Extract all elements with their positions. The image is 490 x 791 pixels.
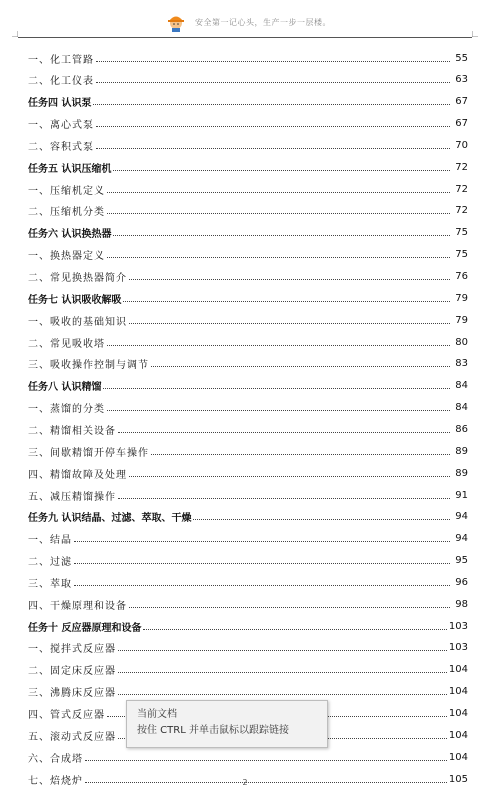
toc-page-number: 103 <box>448 642 468 654</box>
toc-dot-leader <box>74 585 450 586</box>
toc-page-number: 86 <box>455 423 468 435</box>
toc-entry-title: 任务十 反应器原理和设备 <box>28 622 142 634</box>
toc-subsection-entry[interactable] <box>28 749 468 765</box>
toc-entry-title: 五、滚动式反应器 <box>28 731 116 743</box>
toc-page-number: 84 <box>455 402 468 414</box>
toc-dot-leader <box>143 629 446 630</box>
page-number: 2 <box>242 778 248 787</box>
toc-dot-leader <box>85 760 447 761</box>
header-rule <box>18 37 472 38</box>
worker-logo-icon <box>165 11 187 33</box>
toc-subsection-entry[interactable] <box>28 400 468 416</box>
toc-page-number: 104 <box>448 664 468 676</box>
toc-section-entry[interactable] <box>28 159 468 175</box>
toc-subsection-entry[interactable] <box>28 640 468 656</box>
toc-entry-title: 一、换热器定义 <box>28 251 105 263</box>
toc-entry-title: 四、精馏故障及处理 <box>28 469 127 481</box>
toc-subsection-entry[interactable] <box>28 531 468 547</box>
toc-entry-title: 二、压缩机分类 <box>28 207 105 219</box>
page-header <box>0 0 490 40</box>
toc-entry-title: 三、间歇精馏开停车操作 <box>28 447 149 459</box>
toc-entry-title: 一、压缩机定义 <box>28 185 105 197</box>
toc-subsection-entry[interactable] <box>28 684 468 700</box>
toc-page-number: 76 <box>455 271 468 282</box>
toc-entry-title: 三、吸收操作控制与调节 <box>28 360 149 372</box>
toc-entry-title: 三、萃取 <box>28 578 72 590</box>
toc-dot-leader <box>93 104 450 105</box>
toc-dot-leader <box>107 257 450 258</box>
toc-page-number: 103 <box>448 620 468 632</box>
toc-page-number: 80 <box>455 336 468 348</box>
header-slogan: 安全第一记心头，生产一步一层楼。 <box>195 17 331 27</box>
toc-dot-leader <box>118 694 447 695</box>
toc-dot-leader <box>118 498 450 499</box>
toc-page-number: 67 <box>455 96 468 108</box>
toc-dot-leader <box>96 148 450 149</box>
toc-entry-title: 任务八 认识精馏 <box>28 382 102 394</box>
toc-page-number: 104 <box>448 751 468 763</box>
toc-page-number: 72 <box>455 161 468 173</box>
link-tooltip <box>126 700 328 748</box>
toc-entry-title: 一、离心式泵 <box>28 120 94 132</box>
toc-section-entry[interactable] <box>28 618 468 634</box>
tooltip-line-1: 当前文档 <box>137 709 177 720</box>
toc-entry-title: 任务五 认识压缩机 <box>28 163 112 175</box>
toc-subsection-entry[interactable] <box>28 421 468 437</box>
toc-entry-title: 一、蒸馏的分类 <box>28 404 105 416</box>
toc-subsection-entry[interactable] <box>28 443 468 459</box>
toc-dot-leader <box>129 323 450 324</box>
toc-dot-leader <box>129 476 450 477</box>
toc-entry-title: 七、焙烧炉 <box>28 775 83 787</box>
toc-entry-title: 任务四 认识泵 <box>28 98 92 110</box>
toc-page-number: 104 <box>448 708 468 719</box>
toc-subsection-entry[interactable] <box>28 203 468 219</box>
toc-page-number: 98 <box>455 598 468 610</box>
toc-section-entry[interactable] <box>28 509 468 525</box>
toc-page-number: 104 <box>448 729 468 741</box>
toc-entry-title: 二、化工仪表 <box>28 76 94 88</box>
toc-page-number: 79 <box>455 314 468 326</box>
toc-entry-title: 六、合成塔 <box>28 753 83 765</box>
toc-dot-leader <box>107 410 450 411</box>
toc-dot-leader <box>151 366 450 367</box>
toc-entry-title: 四、干燥原理和设备 <box>28 600 127 612</box>
toc-section-entry[interactable] <box>28 290 468 306</box>
toc-entry-title: 二、过滤 <box>28 557 72 569</box>
corner-mark-right <box>472 31 478 37</box>
toc-subsection-entry[interactable] <box>28 356 468 372</box>
toc-page-number: 94 <box>455 511 468 523</box>
toc-dot-leader <box>118 650 447 651</box>
tooltip-line-2: 按住 CTRL 并单击鼠标以跟踪链接 <box>137 725 289 736</box>
toc-page-number: 72 <box>455 183 468 195</box>
toc-dot-leader <box>129 607 450 608</box>
toc-page-number: 55 <box>455 52 468 64</box>
toc-page-number: 96 <box>455 576 468 588</box>
toc-dot-leader <box>74 563 450 564</box>
toc-dot-leader <box>96 126 450 127</box>
toc-subsection-entry[interactable] <box>28 137 468 153</box>
toc-entry-title: 三、沸腾床反应器 <box>28 688 116 700</box>
toc-subsection-entry[interactable] <box>28 334 468 350</box>
toc-dot-leader <box>113 235 450 236</box>
toc-dot-leader <box>118 432 450 433</box>
toc-page-number: 75 <box>455 227 468 239</box>
header-content <box>165 10 331 34</box>
toc-section-entry[interactable] <box>28 94 468 110</box>
toc-page-number: 67 <box>455 118 468 130</box>
toc-subsection-entry[interactable] <box>28 72 468 88</box>
toc-dot-leader <box>96 82 450 83</box>
toc-page-number: 84 <box>455 380 468 392</box>
toc-entry-title: 二、常见吸收塔 <box>28 338 105 350</box>
toc-page-number: 104 <box>448 686 468 698</box>
toc-dot-leader <box>118 672 447 673</box>
toc-page-number: 91 <box>455 489 468 501</box>
toc-subsection-entry[interactable] <box>28 116 468 132</box>
toc-entry-title: 四、管式反应器 <box>28 710 105 721</box>
toc-page-number: 72 <box>455 205 468 217</box>
toc-entry-title: 五、减压精馏操作 <box>28 491 116 503</box>
toc-entry-title: 任务七 认识吸收解吸 <box>28 294 122 306</box>
toc-page-number: 95 <box>455 555 468 567</box>
toc-entry-title: 二、固定床反应器 <box>28 666 116 678</box>
toc-subsection-entry[interactable] <box>28 247 468 263</box>
toc-subsection-entry[interactable] <box>28 487 468 503</box>
toc-page-number: 89 <box>455 445 468 457</box>
toc-entry-title: 任务九 认识结晶、过滤、萃取、干燥 <box>28 513 192 525</box>
toc-page-number: 63 <box>455 74 468 86</box>
toc-entry-title: 一、搅拌式反应器 <box>28 644 116 656</box>
toc-dot-leader <box>113 170 450 171</box>
toc-dot-leader <box>151 454 450 455</box>
toc-entry-title: 一、吸收的基础知识 <box>28 316 127 328</box>
toc-entry-title: 二、容积式泵 <box>28 141 94 153</box>
toc-dot-leader <box>74 541 450 542</box>
toc-subsection-entry[interactable] <box>28 662 468 678</box>
toc-dot-leader <box>103 388 450 389</box>
toc-entry-title: 一、结晶 <box>28 535 72 547</box>
toc-page-number: 89 <box>455 467 468 479</box>
toc-entry-title: 任务六 认识换热器 <box>28 229 112 241</box>
toc-dot-leader <box>129 279 450 280</box>
toc-subsection-entry[interactable] <box>28 465 468 481</box>
toc-dot-leader <box>193 519 450 520</box>
toc-page-number: 94 <box>455 533 468 545</box>
toc-subsection-entry[interactable] <box>28 574 468 590</box>
toc-page-number: 75 <box>455 249 468 261</box>
toc-dot-leader <box>107 213 450 214</box>
toc-page-number: 105 <box>448 773 468 785</box>
toc-subsection-entry[interactable] <box>28 269 468 285</box>
toc-subsection-entry[interactable] <box>28 50 468 66</box>
toc-page-number: 79 <box>455 292 468 304</box>
toc-section-entry[interactable] <box>28 225 468 241</box>
toc-dot-leader <box>107 345 450 346</box>
toc-entry-title: 一、化工管路 <box>28 54 94 66</box>
toc-page-number: 83 <box>455 358 468 370</box>
toc-entry-title: 二、精馏相关设备 <box>28 425 116 437</box>
toc-dot-leader <box>96 61 450 62</box>
toc-subsection-entry[interactable] <box>28 312 468 328</box>
toc-dot-leader <box>107 192 450 193</box>
toc-subsection-entry[interactable] <box>28 553 468 569</box>
toc-section-entry[interactable] <box>28 378 468 394</box>
toc-dot-leader <box>123 301 450 302</box>
toc-subsection-entry[interactable] <box>28 181 468 197</box>
toc-entry-title: 二、常见换热器简介 <box>28 273 127 284</box>
toc-page-number: 70 <box>455 139 468 151</box>
toc-subsection-entry[interactable] <box>28 596 468 612</box>
